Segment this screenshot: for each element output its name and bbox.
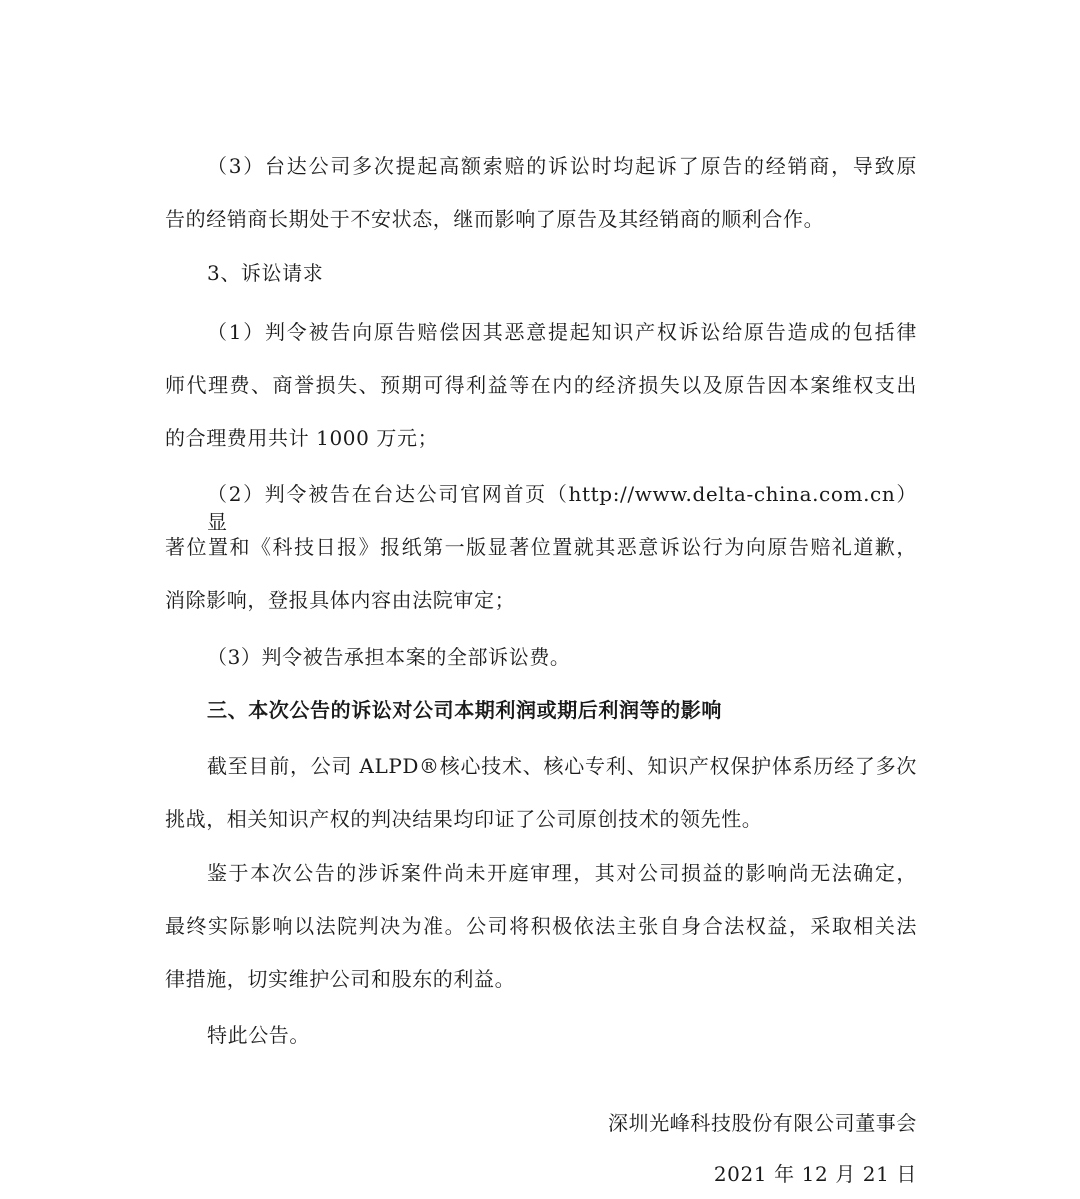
claim-1-line-1: （1）判令被告向原告赔偿因其恶意提起知识产权诉讼给原告造成的包括律: [207, 320, 917, 344]
section-3-heading: 三、本次公告的诉讼对公司本期利润或期后利润等的影响: [207, 698, 722, 722]
claim-1-line-2: 师代理费、商誉损失、预期可得利益等在内的经济损失以及原告因本案维权支出: [165, 373, 917, 397]
signature-date: 2021 年 12 月 21 日: [713, 1162, 917, 1186]
closing-statement: 特此公告。: [207, 1023, 310, 1047]
impact-paragraph-2-line-2: 最终实际影响以法院判决为准。公司将积极依法主张自身合法权益，采取相关法: [165, 914, 917, 938]
heading-litigation-claims: 3、诉讼请求: [207, 261, 324, 285]
paragraph-delta-lawsuits-line-2: 告的经销商长期处于不安状态，继而影响了原告及其经销商的顺利合作。: [165, 207, 825, 231]
impact-paragraph-1-line-1: 截至目前，公司 ALPD®核心技术、核心专利、知识产权保护体系历经了多次: [207, 754, 917, 778]
impact-paragraph-2-line-3: 律措施，切实维护公司和股东的利益。: [165, 967, 516, 991]
impact-paragraph-2-line-1: 鉴于本次公告的涉诉案件尚未开庭审理，其对公司损益的影响尚无法确定，: [207, 861, 917, 885]
claim-3-line-1: （3）判令被告承担本案的全部诉讼费。: [207, 645, 571, 669]
paragraph-delta-lawsuits-line-1: （3）台达公司多次提起高额索赔的诉讼时均起诉了原告的经销商，导致原: [207, 154, 917, 178]
signature-company: 深圳光峰科技股份有限公司董事会: [608, 1111, 917, 1135]
claim-2-line-3: 消除影响，登报具体内容由法院审定；: [165, 588, 516, 612]
impact-paragraph-1-line-2: 挑战，相关知识产权的判决结果均印证了公司原创技术的领先性。: [165, 807, 763, 831]
claim-1-line-3: 的合理费用共计 1000 万元；: [165, 426, 439, 450]
claim-2-line-2: 著位置和《科技日报》报纸第一版显著位置就其恶意诉讼行为向原告赔礼道歉，: [165, 535, 917, 559]
claim-2-line-1: （2）判令被告在台达公司官网首页（http://www.delta-china.com.cn）显: [207, 482, 917, 534]
